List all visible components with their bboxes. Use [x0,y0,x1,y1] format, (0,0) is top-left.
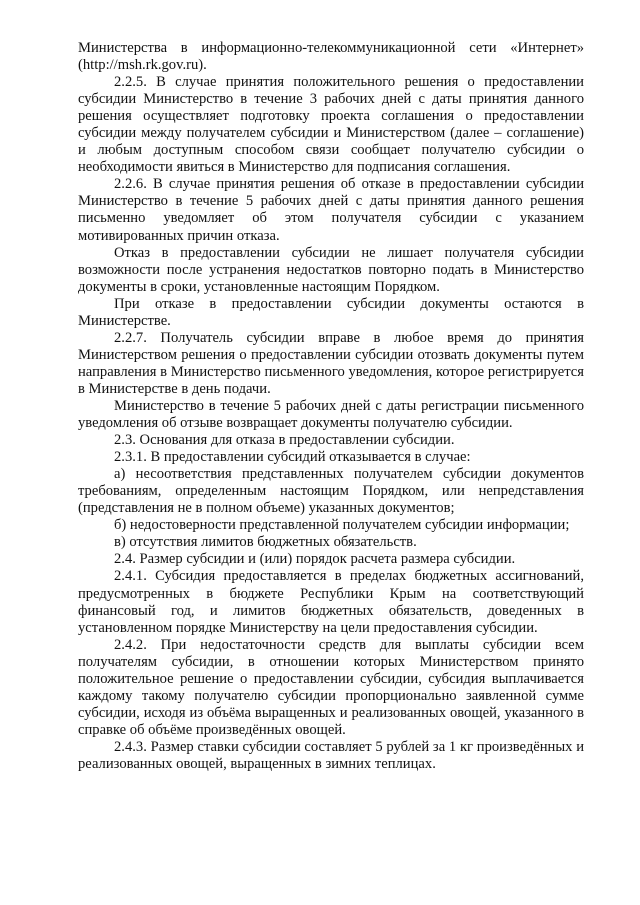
paragraph: 2.2.5. В случае принятия положительного решения о предоставлении субсидии Министерство в течение 3 рабочих дней с даты принятия данного решения осуществляет подготовку проекта соглашения о предоставлении субсидии между получателем субсидии и Министерством (далее – соглашение) и любым доступным способом связи сообщает получателю субсидии о необходимости явиться в Министерство для подписания соглашения. [78,74,584,176]
paragraph: 2.2.7. Получатель субсидии вправе в любое время до принятия Министерством решения о предоставлении субсидии отозвать документы путем направления в Министерство письменного уведомления, которое регистрируется в Министерстве в день подачи. [78,329,584,397]
paragraph: 2.3.1. В предоставлении субсидий отказывается в случае: [114,449,471,466]
paragraph: 2.2.6. В случае принятия решения об отказе в предоставлении субсидии Министерство в течение 5 рабочих дней с даты принятия данного решения письменно уведомляет об этом получателя субсидии с указанием мотивированных причин отказа. [78,176,584,244]
paragraph: 2.4.1. Субсидия предоставляется в пределах бюджетных ассигнований, предусмотренных в бюджете Республики Крым на соответствующий финансовый год, и лимитов бюджетных обязательств, доведенных в установленном порядке Министерству на цели предоставления субсидии. [78,568,584,636]
paragraph: 2.4.3. Размер ставки субсидии составляет 5 рублей за 1 кг произведённых и реализованных овощей, выращенных в зимних теплицах. [78,738,584,772]
list-item: а) несоответствия представленных получателем субсидии документов требованиям, определенным настоящим Порядком, или непредставления (представления не в полном объеме) указанных документов; [78,466,584,517]
section-heading: 2.4. Размер субсидии и (или) порядок расчета размера субсидии. [114,551,516,568]
paragraph: Министерство в течение 5 рабочих дней с даты регистрации письменного уведомления об отзыве возвращает документы получателю субсидии. [78,397,584,432]
paragraph: 2.4.2. При недостаточности средств для выплаты субсидии всем получателям субсидии, в отношении которых Министерством принято положительное решение о предоставлении субсидии, субсидия выплачивается каждому такому получателю субсидии пропорционально заявленной сумме субсидии, исходя из объёма выращенных и реализованных овощей, указанного в справке об объёме произведённых овощей. [78,636,584,738]
section-heading: 2.3. Основания для отказа в предоставлении субсидии. [114,432,455,449]
paragraph: При отказе в предоставлении субсидии документы остаются в Министерстве. [78,295,584,329]
paragraph: Министерства в информационно-телекоммуникационной сети «Интернет» (http://msh.rk.gov.ru). [78,40,584,74]
list-item: в) отсутствия лимитов бюджетных обязательств. [114,534,417,551]
list-item: б) недостоверности представленной получателем субсидии информации; [114,517,570,534]
paragraph: Отказ в предоставлении субсидии не лишает получателя субсидии возможности после устранения недостатков повторно подать в Министерство документы в сроки, установленные настоящим Порядком. [78,244,584,295]
